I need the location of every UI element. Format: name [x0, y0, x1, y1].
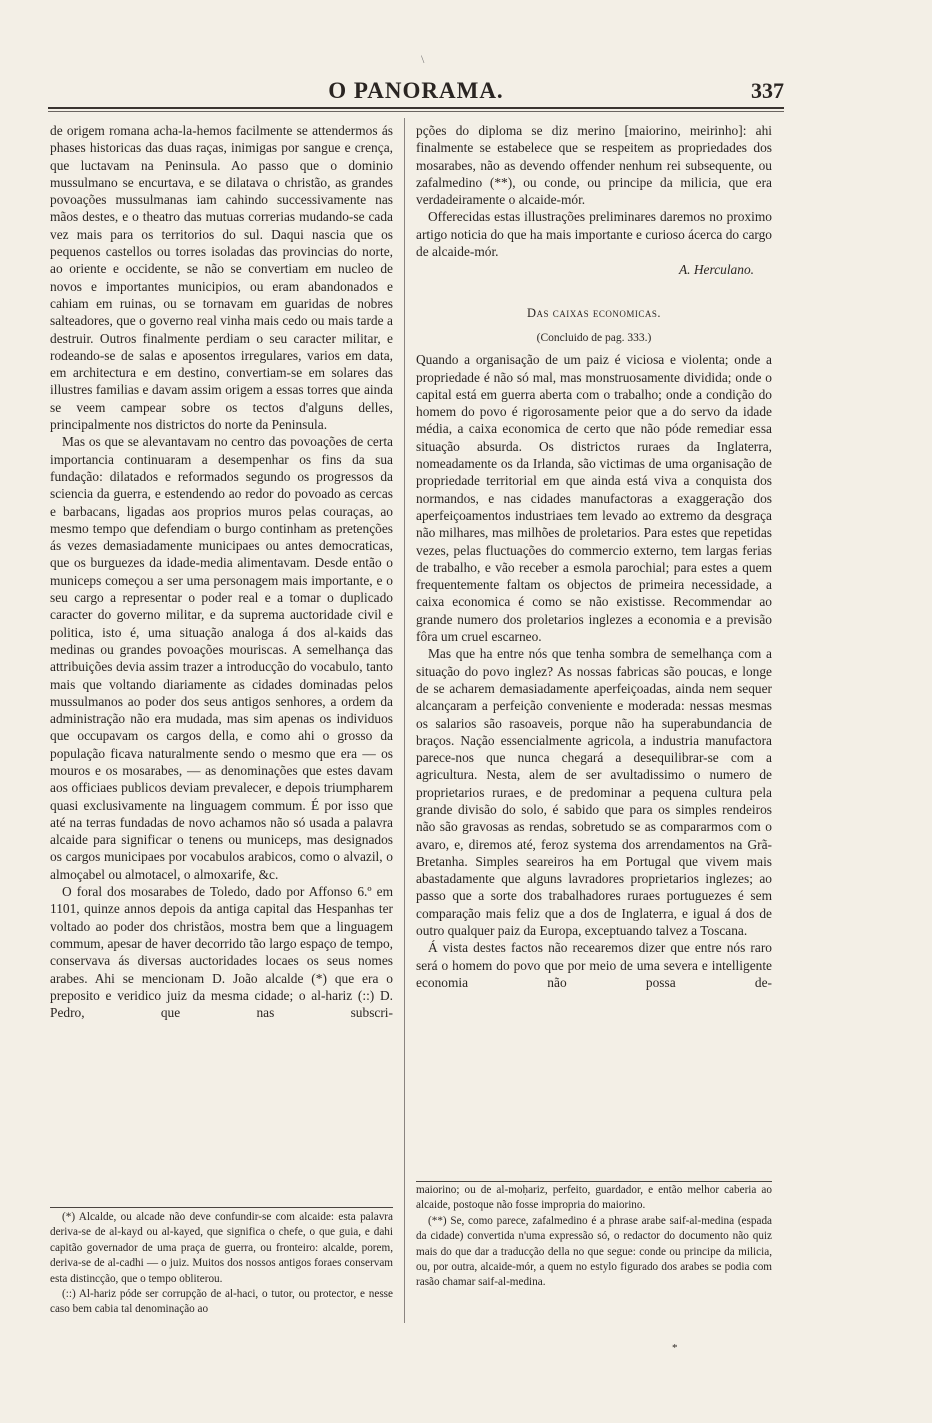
- footnote-al-hariz-continued: maiorino; ou de al-moḥariz, perfeito, guardador, e então melhor caberia ao alcaide, postoque não fosse impropria do maiorino.: [416, 1184, 772, 1212]
- left-paragraph-1: de origem romana acha-la-hemos facilmente se attendermos ás phases historicas das duas raças, inimigas por sangue e crença, que luctavam na Peninsula. Ao passo que o dominio mussulmano se encurtava, e se dilatava o christão, as grandes povoações mussulmanas iam cahindo successivamente nas mãos destes, e o theatro das mutuas correrias mudando-se cada vez mais para os territorios do sul. Daqui nascia que os pequenos castellos ou torres isoladas das provincias do norte, ao oriente e occidente, se não se convertiam em nucleo de novos e importantes municipios, ou eram abandonados e cahiam em ruinas, ou se tornavam em guaridas de nobres salteadores, que o governo real vinha mais cedo ou mais tarde a destruir. Outros finalmente perdiam o seu caracter militar, e rodeando-se de salas e aposentos irregulares, varios em data, em architectura e em destino, convertiam-se em solares das illustres familias e davam assim origem a essas torres que ainda se veem campear sobre os tectos d'alguns delles, principalmente nos districtos do norte da Peninsula.: [50, 123, 393, 433]
- section-paragraph-2: Mas que ha entre nós que tenha sombra de semelhança com a situação do povo inglez? As nossas fabricas são poucas, e longe de se acharem demasiadamente aperfeiçoadas, ainda nem sequer alcançaram a perfeição conveniente e moderada: nessas mesmas os salarios são rasoaveis, porque não ha superabundancia de braços. Nação essencialmente agricola, a industria manufactora parece-nos que nunca chegará a desequilibrar-se com a agricultura. Nesta, alem de ser avultadissimo o numero de proprietarios ruraes, e de predominar a pequena cultura pela grande divisão do solo, é sabido que para os simples rendeiros não são gravosas as rendas, sobretudo se as compararmos com o avaro, e, diremos até, feroz systema dos arrendamentos na Grã-Bretanha. Simples seareiros ha em Portugal que vivem mais abastadamente que alguns lavradores proprietarios inglezes; ao passo que a sorte dos trabalhadores ruraes portuguezes é sem comparação mais feliz que a dos de Inglaterra, e igual á dos de outro qualquer paiz da Europa, exceptuando talvez a Toscana.: [416, 646, 772, 939]
- column-divider: [404, 118, 405, 1323]
- section-title: Das caixas economicas.: [527, 305, 661, 320]
- section-subtitle: (Concluido de pag. 333.): [536, 331, 652, 344]
- footnotes-right: [416, 1183, 772, 1291]
- left-paragraph-3: O foral dos mosarabes de Toledo, dado por Affonso 6.º em 1101, quinze annos depois da antiga capital das Hespanhas ter voltado ao poder dos christãos, mostra bem que a linguagem commum, apesar de haver decorrido tão largo espaço de tempo, conservava ás diversas auctoridades locaes os seus nomes arabes. Ahi se mencionam D. João alcalde (*) que era o preposito e veridico juiz da mesma cidade; o al-hariz (::) D. Pedro, que nas subscri-: [50, 884, 393, 1021]
- end-star-mark: *: [672, 1342, 678, 1354]
- footnote-rule-right: [416, 1181, 772, 1182]
- header-rule-thin: [48, 111, 784, 112]
- right-column: [416, 122, 772, 991]
- header-rule: [48, 107, 784, 109]
- section-paragraph-1: Quando a organisação de um paiz é viciosa e violenta; onde a propriedade é não só mal, mas monstruosamente dividida; onde o capital está em guerra aberta com o trabalho; onde a condição do homem do povo é rigorosamente peior que a do servo da idade média, a caixa economica de certo que não póde remediar essa situação absurda. Os districtos ruraes da Inglaterra, nomeadamente os da Irlanda, são victimas de uma organisação de propriedade territorial em que ainda está viva a conquista dos normandos, e nas cidades manufactoras a exaggeração dos aperfeiçoamentos industriaes tem levado ao extremo da desgraça não milhares, mas milhões de proletarios. Para estes que repetidas vezes, pelas fluctuações do commercio externo, tem largas ferias de trabalho, e vão receber a esmola parochial; para estes a quem frequentemente faltam os objectos de primeira necessidade, a caixa economica é como se não existisse. Recommendar ao grande numero dos proletarios inglezes a economia e a previsão fôra um cruel escarneo.: [416, 352, 772, 645]
- section-paragraph-3: Á vista destes factos não recearemos dizer que entre nós raro será o homem do povo que por meio de uma severa e intelligente economia não possa de-: [416, 940, 772, 990]
- right-intro-paragraph-2: Offerecidas estas illustrações preliminares daremos no proximo artigo noticia do que ha mais importante e curioso ácerca do cargo de alcaide-mór.: [416, 209, 772, 260]
- page-header: [48, 78, 784, 108]
- author-signature: A. Herculano.: [679, 262, 754, 278]
- left-column: [50, 122, 393, 1021]
- footnotes-left: [50, 1210, 393, 1318]
- page-number: 337: [751, 78, 784, 103]
- print-mark: \: [421, 52, 425, 66]
- right-intro-paragraph-1: pções do diploma se diz merino [maiorino, meirinho]: ahi finalmente se estabelece que se respeitem as propriedades dos mosarabes, não as devendo offender nenhum rei subsequente, ou zafalmedino (**), ou conde, ou principe da milicia, que era verdadeiramente o alcaide-mór.: [416, 123, 772, 208]
- footnote-al-hariz: (::) Al-hariz póde ser corrupção de al-haci, o tutor, ou protector, e nesse caso bem cabia tal denominação ao: [50, 1288, 393, 1316]
- left-paragraph-2: Mas os que se alevantavam no centro das povoações de certa importancia continuaram a desempenhar os fins da sua fundação: dilatados e reformados segundo os progressos da sciencia da guerra, e estendendo ao redor do povoado as cercas e barbacans, ligadas aos proprios muros pelas couraças, ao mesmo tempo que defendiam o burgo continham as pretenções ás vezes demasiadamente municipaes ou antes democraticas, que os burguezes da idade-media alimentavam. Desde então o municeps começou a ser uma personagem mais importante, e o seu cargo a representar o poder real e a tomar o duplicado caracter do governo militar, e da suprema auctoridade civil e politica, isto é, uma situação analoga á dos al-kaids das medinas ou grandes povoações mouriscas. A semelhança das attribuições devia assim trazer a introducção do vocabulo, tanto mais que voltando diariamente as cidades dominadas pelos mussulmanos ao poder dos seus antigos senhores, a ordem da administração não era mudada, mas sim apenas os individuos que occupavam os cargos della, e como ahi o grosso da população ficava naturalmente sendo o mesmo que era — os mouros e os mosarabes, — as denominações que estes davam aos officiaes publicos deviam prevalecer, e depois triumpharem quasi exclusivamente na linguagem commum. É por isso que até na terras fundadas de novo achamos não só usada a palavra alcaide para significar o tenens ou municeps, mas designados os cargos municipaes por vocabulos arabicos, como o alvazil, o almoçabel ou almotacel, o almoxarife, &c.: [50, 434, 393, 882]
- footnote-alcalde: (*) Alcalde, ou alcade não deve confundir-se com alcaide: esta palavra deriva-se de al-kayd ou al-kayed, que significa o chefe, o que guia, e dahi capitão governador de uma praça de guerra, ou fronteiro: alcalde, porem, deriva-se de al-cadhi — o juiz. Muitos dos nossos antigos foraes conservam esta distincção, que o tempo obliterou.: [50, 1211, 393, 1285]
- footnote-zafalmedino: (**) Se, como parece, zafalmedino é a phrase arabe saif-al-medina (espada da cidade) convertida n'uma expressão só, o redactor do documento não quiz mais do que dar a traducção della no que segue: conde ou principe da milicia, ou, por outra, alcaide-mór, a quem no estylo figurado dos arabes se podia com rasão chamar saif-al-medina.: [416, 1214, 772, 1289]
- footnote-rule-left: [50, 1207, 393, 1208]
- masthead-title: O PANORAMA.: [328, 78, 504, 103]
